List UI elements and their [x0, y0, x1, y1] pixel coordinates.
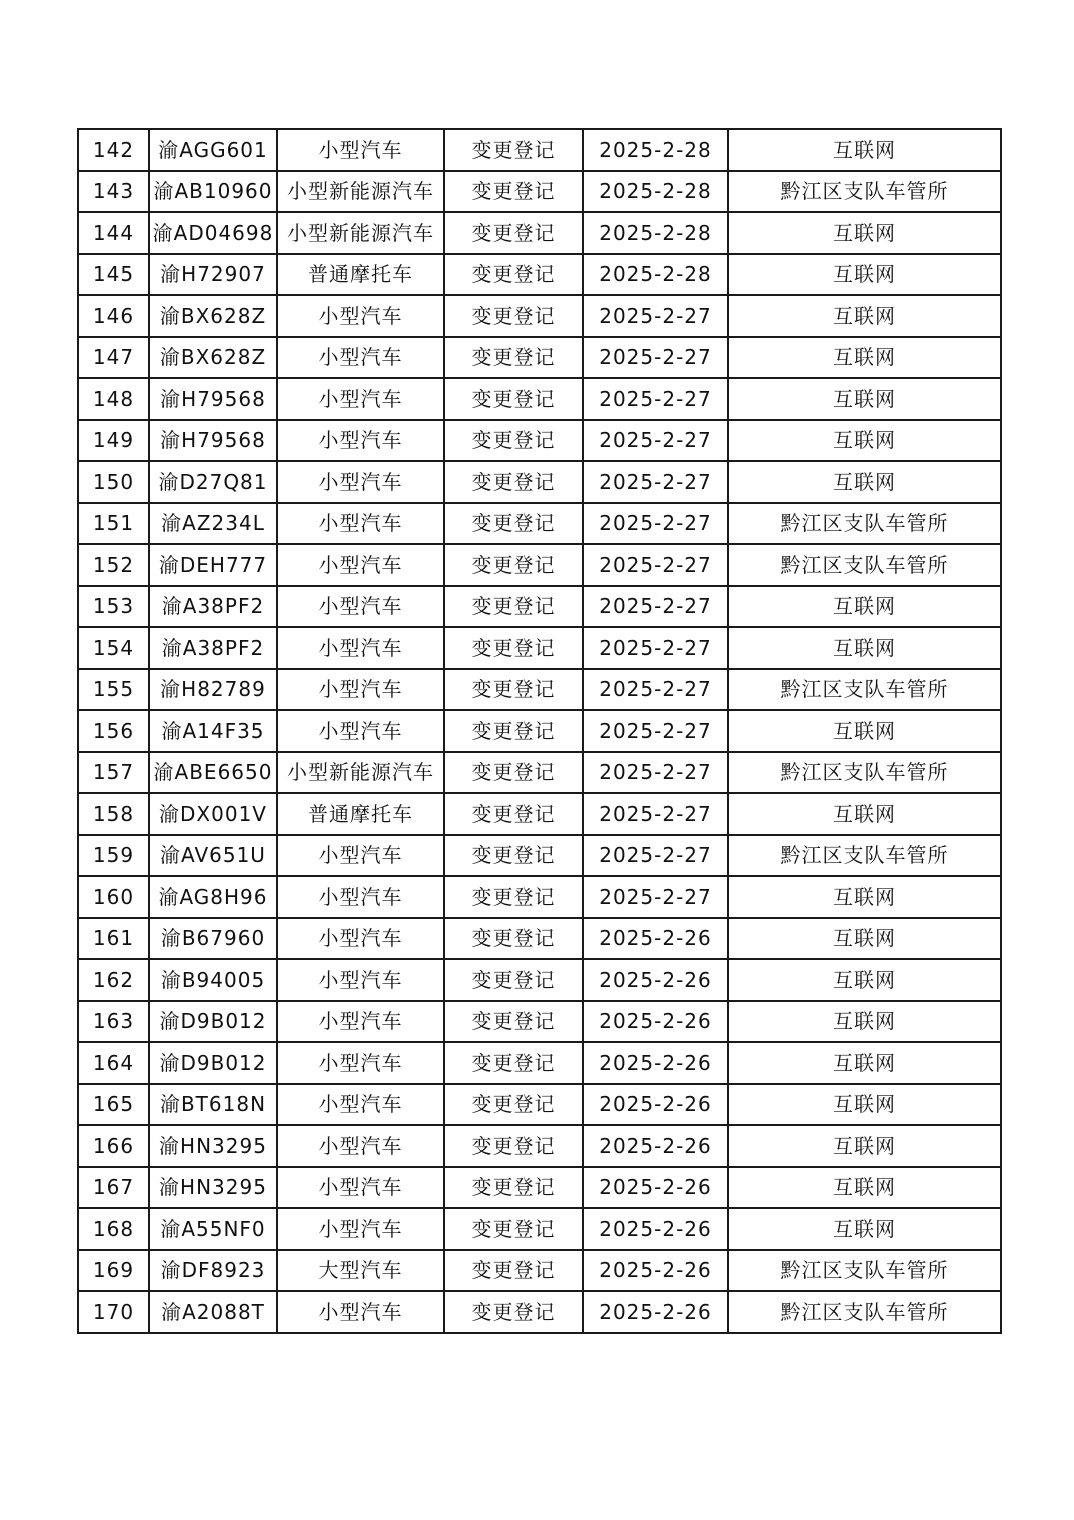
- date-cell: 2025-2-28: [583, 254, 728, 296]
- plate-number-cell: 渝A2088T: [149, 1291, 277, 1333]
- row-number-cell: 164: [78, 1042, 149, 1084]
- vehicle-type-cell: 小型汽车: [277, 1291, 444, 1333]
- vehicle-type-cell: 小型汽车: [277, 378, 444, 420]
- vehicle-type-cell: 小型汽车: [277, 627, 444, 669]
- table-row: [78, 461, 1001, 503]
- date-cell: 2025-2-28: [583, 171, 728, 213]
- date-cell: 2025-2-27: [583, 461, 728, 503]
- table-row: [78, 1291, 1001, 1333]
- vehicle-type-cell: 小型汽车: [277, 1167, 444, 1209]
- row-number-cell: 151: [78, 503, 149, 545]
- handling-location-cell: 黔江区支队车管所: [728, 835, 1001, 877]
- row-number-cell: 165: [78, 1084, 149, 1126]
- handling-location-cell: 互联网: [728, 1001, 1001, 1043]
- table-row: [78, 337, 1001, 379]
- plate-number-cell: 渝D9B012: [149, 1042, 277, 1084]
- table-row: [78, 1084, 1001, 1126]
- table-row: [78, 586, 1001, 628]
- vehicle-type-cell: 普通摩托车: [277, 793, 444, 835]
- vehicle-type-cell: 小型新能源汽车: [277, 212, 444, 254]
- date-cell: 2025-2-26: [583, 1042, 728, 1084]
- row-number-cell: 155: [78, 669, 149, 711]
- handling-location-cell: 黔江区支队车管所: [728, 503, 1001, 545]
- business-type-cell: 变更登记: [444, 876, 583, 918]
- plate-number-cell: 渝AZ234L: [149, 503, 277, 545]
- vehicle-type-cell: 小型汽车: [277, 918, 444, 960]
- table-row: [78, 295, 1001, 337]
- row-number-cell: 147: [78, 337, 149, 379]
- handling-location-cell: 黔江区支队车管所: [728, 1250, 1001, 1292]
- date-cell: 2025-2-28: [583, 129, 728, 171]
- table-row: [78, 1125, 1001, 1167]
- handling-location-cell: 互联网: [728, 1084, 1001, 1126]
- vehicle-type-cell: 小型汽车: [277, 1125, 444, 1167]
- row-number-cell: 161: [78, 918, 149, 960]
- date-cell: 2025-2-27: [583, 586, 728, 628]
- plate-number-cell: 渝H72907: [149, 254, 277, 296]
- row-number-cell: 162: [78, 959, 149, 1001]
- business-type-cell: 变更登记: [444, 752, 583, 794]
- row-number-cell: 157: [78, 752, 149, 794]
- row-number-cell: 142: [78, 129, 149, 171]
- handling-location-cell: 互联网: [728, 295, 1001, 337]
- plate-number-cell: 渝DEH777: [149, 544, 277, 586]
- table-row: [78, 1001, 1001, 1043]
- vehicle-type-cell: 小型汽车: [277, 461, 444, 503]
- plate-number-cell: 渝HN3295: [149, 1167, 277, 1209]
- vehicle-type-cell: 小型汽车: [277, 835, 444, 877]
- business-type-cell: 变更登记: [444, 918, 583, 960]
- handling-location-cell: 互联网: [728, 586, 1001, 628]
- row-number-cell: 146: [78, 295, 149, 337]
- table-body: [78, 129, 1001, 1333]
- row-number-cell: 170: [78, 1291, 149, 1333]
- handling-location-cell: 互联网: [728, 1208, 1001, 1250]
- business-type-cell: 变更登记: [444, 627, 583, 669]
- handling-location-cell: 互联网: [728, 1042, 1001, 1084]
- handling-location-cell: 黔江区支队车管所: [728, 544, 1001, 586]
- handling-location-cell: 互联网: [728, 1167, 1001, 1209]
- handling-location-cell: 互联网: [728, 378, 1001, 420]
- handling-location-cell: 互联网: [728, 337, 1001, 379]
- date-cell: 2025-2-27: [583, 627, 728, 669]
- handling-location-cell: 互联网: [728, 420, 1001, 462]
- handling-location-cell: 黔江区支队车管所: [728, 669, 1001, 711]
- table-row: [78, 959, 1001, 1001]
- table-row: [78, 1042, 1001, 1084]
- handling-location-cell: 黔江区支队车管所: [728, 752, 1001, 794]
- date-cell: 2025-2-27: [583, 876, 728, 918]
- plate-number-cell: 渝DX001V: [149, 793, 277, 835]
- table-row: [78, 1167, 1001, 1209]
- table-row: [78, 129, 1001, 171]
- row-number-cell: 150: [78, 461, 149, 503]
- vehicle-type-cell: 小型汽车: [277, 1042, 444, 1084]
- vehicle-type-cell: 小型汽车: [277, 1084, 444, 1126]
- plate-number-cell: 渝AGG601: [149, 129, 277, 171]
- date-cell: 2025-2-27: [583, 503, 728, 545]
- business-type-cell: 变更登记: [444, 503, 583, 545]
- handling-location-cell: 互联网: [728, 254, 1001, 296]
- vehicle-type-cell: 小型汽车: [277, 420, 444, 462]
- date-cell: 2025-2-26: [583, 1125, 728, 1167]
- row-number-cell: 145: [78, 254, 149, 296]
- vehicle-type-cell: 小型汽车: [277, 1208, 444, 1250]
- business-type-cell: 变更登记: [444, 1208, 583, 1250]
- row-number-cell: 167: [78, 1167, 149, 1209]
- row-number-cell: 148: [78, 378, 149, 420]
- business-type-cell: 变更登记: [444, 1167, 583, 1209]
- handling-location-cell: 互联网: [728, 1125, 1001, 1167]
- row-number-cell: 144: [78, 212, 149, 254]
- plate-number-cell: 渝A55NF0: [149, 1208, 277, 1250]
- plate-number-cell: 渝B94005: [149, 959, 277, 1001]
- date-cell: 2025-2-26: [583, 918, 728, 960]
- date-cell: 2025-2-26: [583, 1291, 728, 1333]
- table-row: [78, 544, 1001, 586]
- row-number-cell: 143: [78, 171, 149, 213]
- vehicle-type-cell: 普通摩托车: [277, 254, 444, 296]
- business-type-cell: 变更登记: [444, 254, 583, 296]
- date-cell: 2025-2-26: [583, 959, 728, 1001]
- vehicle-type-cell: 小型汽车: [277, 295, 444, 337]
- plate-number-cell: 渝H79568: [149, 378, 277, 420]
- table-row: [78, 254, 1001, 296]
- plate-number-cell: 渝D9B012: [149, 1001, 277, 1043]
- business-type-cell: 变更登记: [444, 295, 583, 337]
- row-number-cell: 158: [78, 793, 149, 835]
- plate-number-cell: 渝HN3295: [149, 1125, 277, 1167]
- table-row: [78, 876, 1001, 918]
- business-type-cell: 变更登记: [444, 1084, 583, 1126]
- plate-number-cell: 渝H82789: [149, 669, 277, 711]
- date-cell: 2025-2-27: [583, 420, 728, 462]
- date-cell: 2025-2-26: [583, 1084, 728, 1126]
- row-number-cell: 169: [78, 1250, 149, 1292]
- date-cell: 2025-2-27: [583, 835, 728, 877]
- handling-location-cell: 互联网: [728, 461, 1001, 503]
- business-type-cell: 变更登记: [444, 1042, 583, 1084]
- table-row: [78, 212, 1001, 254]
- date-cell: 2025-2-26: [583, 1250, 728, 1292]
- table-row: [78, 171, 1001, 213]
- row-number-cell: 160: [78, 876, 149, 918]
- vehicle-type-cell: 小型汽车: [277, 876, 444, 918]
- date-cell: 2025-2-26: [583, 1001, 728, 1043]
- date-cell: 2025-2-27: [583, 544, 728, 586]
- table-row: [78, 503, 1001, 545]
- plate-number-cell: 渝BT618N: [149, 1084, 277, 1126]
- plate-number-cell: 渝B67960: [149, 918, 277, 960]
- row-number-cell: 168: [78, 1208, 149, 1250]
- vehicle-type-cell: 小型汽车: [277, 669, 444, 711]
- plate-number-cell: 渝AG8H96: [149, 876, 277, 918]
- plate-number-cell: 渝DF8923: [149, 1250, 277, 1292]
- date-cell: 2025-2-26: [583, 1167, 728, 1209]
- table-row: [78, 1250, 1001, 1292]
- business-type-cell: 变更登记: [444, 669, 583, 711]
- vehicle-type-cell: 小型新能源汽车: [277, 752, 444, 794]
- business-type-cell: 变更登记: [444, 1250, 583, 1292]
- business-type-cell: 变更登记: [444, 337, 583, 379]
- row-number-cell: 149: [78, 420, 149, 462]
- business-type-cell: 变更登记: [444, 586, 583, 628]
- business-type-cell: 变更登记: [444, 710, 583, 752]
- business-type-cell: 变更登记: [444, 1291, 583, 1333]
- table-row: [78, 710, 1001, 752]
- business-type-cell: 变更登记: [444, 171, 583, 213]
- plate-number-cell: 渝AD04698: [149, 212, 277, 254]
- vehicle-type-cell: 小型汽车: [277, 710, 444, 752]
- vehicle-type-cell: 小型汽车: [277, 959, 444, 1001]
- row-number-cell: 156: [78, 710, 149, 752]
- handling-location-cell: 黔江区支队车管所: [728, 1291, 1001, 1333]
- row-number-cell: 159: [78, 835, 149, 877]
- date-cell: 2025-2-27: [583, 378, 728, 420]
- table-row: [78, 918, 1001, 960]
- plate-number-cell: 渝AB10960: [149, 171, 277, 213]
- handling-location-cell: 黔江区支队车管所: [728, 171, 1001, 213]
- row-number-cell: 153: [78, 586, 149, 628]
- business-type-cell: 变更登记: [444, 461, 583, 503]
- business-type-cell: 变更登记: [444, 1001, 583, 1043]
- vehicle-type-cell: 小型汽车: [277, 586, 444, 628]
- plate-number-cell: 渝BX628Z: [149, 337, 277, 379]
- handling-location-cell: 互联网: [728, 710, 1001, 752]
- plate-number-cell: 渝ABE6650: [149, 752, 277, 794]
- business-type-cell: 变更登记: [444, 378, 583, 420]
- table-row: [78, 793, 1001, 835]
- date-cell: 2025-2-27: [583, 669, 728, 711]
- row-number-cell: 152: [78, 544, 149, 586]
- date-cell: 2025-2-28: [583, 212, 728, 254]
- business-type-cell: 变更登记: [444, 959, 583, 1001]
- row-number-cell: 163: [78, 1001, 149, 1043]
- date-cell: 2025-2-27: [583, 793, 728, 835]
- table-row: [78, 378, 1001, 420]
- handling-location-cell: 互联网: [728, 793, 1001, 835]
- handling-location-cell: 互联网: [728, 129, 1001, 171]
- table-row: [78, 420, 1001, 462]
- vehicle-type-cell: 小型汽车: [277, 129, 444, 171]
- plate-number-cell: 渝A38PF2: [149, 627, 277, 669]
- vehicle-type-cell: 小型汽车: [277, 503, 444, 545]
- table-row: [78, 627, 1001, 669]
- table-row: [78, 835, 1001, 877]
- row-number-cell: 154: [78, 627, 149, 669]
- plate-number-cell: 渝A38PF2: [149, 586, 277, 628]
- vehicle-type-cell: 小型汽车: [277, 1001, 444, 1043]
- table-row: [78, 669, 1001, 711]
- business-type-cell: 变更登记: [444, 1125, 583, 1167]
- vehicle-registration-table: [77, 128, 1002, 1334]
- date-cell: 2025-2-27: [583, 752, 728, 794]
- date-cell: 2025-2-27: [583, 710, 728, 752]
- plate-number-cell: 渝BX628Z: [149, 295, 277, 337]
- table-row: [78, 752, 1001, 794]
- handling-location-cell: 互联网: [728, 959, 1001, 1001]
- plate-number-cell: 渝AV651U: [149, 835, 277, 877]
- handling-location-cell: 互联网: [728, 212, 1001, 254]
- business-type-cell: 变更登记: [444, 420, 583, 462]
- vehicle-type-cell: 小型新能源汽车: [277, 171, 444, 213]
- date-cell: 2025-2-27: [583, 337, 728, 379]
- business-type-cell: 变更登记: [444, 212, 583, 254]
- business-type-cell: 变更登记: [444, 793, 583, 835]
- business-type-cell: 变更登记: [444, 129, 583, 171]
- plate-number-cell: 渝D27Q81: [149, 461, 277, 503]
- date-cell: 2025-2-26: [583, 1208, 728, 1250]
- vehicle-type-cell: 小型汽车: [277, 544, 444, 586]
- business-type-cell: 变更登记: [444, 544, 583, 586]
- table-row: [78, 1208, 1001, 1250]
- plate-number-cell: 渝H79568: [149, 420, 277, 462]
- plate-number-cell: 渝A14F35: [149, 710, 277, 752]
- business-type-cell: 变更登记: [444, 835, 583, 877]
- handling-location-cell: 互联网: [728, 876, 1001, 918]
- vehicle-type-cell: 小型汽车: [277, 337, 444, 379]
- handling-location-cell: 互联网: [728, 918, 1001, 960]
- date-cell: 2025-2-27: [583, 295, 728, 337]
- row-number-cell: 166: [78, 1125, 149, 1167]
- vehicle-type-cell: 大型汽车: [277, 1250, 444, 1292]
- handling-location-cell: 互联网: [728, 627, 1001, 669]
